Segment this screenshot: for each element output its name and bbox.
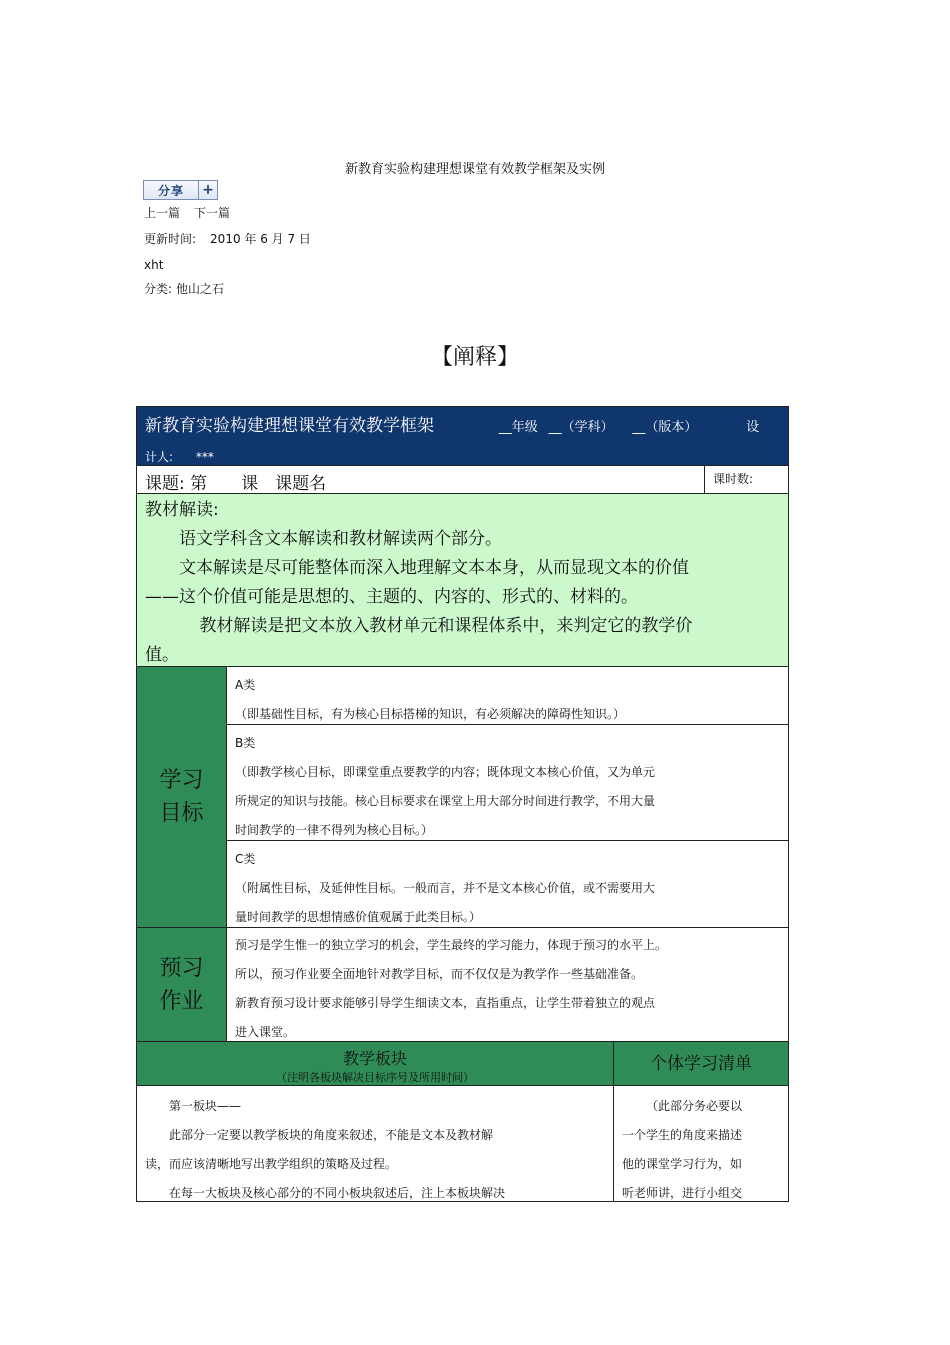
learning-goals-label xyxy=(137,667,227,928)
next-article-link[interactable]: 下一篇 xyxy=(194,206,231,220)
teaching-board-body xyxy=(137,1086,614,1201)
preview-homework-label xyxy=(137,928,227,1042)
board-subtitle: （注明各板块解决目标序号及所用时间） xyxy=(276,1071,474,1084)
textbook-interpretation xyxy=(137,494,788,667)
category-value[interactable]: 他山之石 xyxy=(176,282,225,296)
homework-line-3: 新教育预习设计要求能够引导学生细读文本，直指重点，让学生带着独立的观点 xyxy=(235,996,656,1010)
goal-c xyxy=(227,841,788,928)
goal-b-text-1: （即教学核心目标，即课堂重点要教学的内容；既体现文本核心价值，又为单元 xyxy=(235,765,656,779)
jiaocai-title: 教材解读: xyxy=(145,500,219,520)
homework-line-1: 预习是学生惟一的独立学习的机会，学生最终的学习能力，体现于预习的水平上。 xyxy=(235,938,668,952)
prev-article-link[interactable]: 上一篇 xyxy=(144,206,181,220)
plus-icon[interactable]: + xyxy=(198,181,217,199)
list-line-1: （此部分务必要以 xyxy=(646,1099,743,1113)
designer-label-b: 计人: xyxy=(145,450,174,464)
board-line-3: 读，而应该清晰地写出教学组织的策略及过程。 xyxy=(145,1157,398,1171)
jiaocai-paragraph-2: 文本解读是尽可能整体而深入地理解文本本身，从而显现文本的价值——这个价值可能是思想的、主题的、内容的、形式的、材料的。 xyxy=(145,558,689,607)
topic-label: 课题: 第 课 课题名 xyxy=(145,474,327,494)
topic-row xyxy=(137,465,788,494)
edition-field: __（版本） xyxy=(632,420,698,435)
category-label: 分类: xyxy=(144,282,173,296)
homework-label-line-2: 作业 xyxy=(159,988,204,1014)
goals-label-line-2: 目标 xyxy=(159,801,204,826)
board-line-4: 在每一大板块及核心部分的不同小板块叙述后，注上本板块解决 xyxy=(169,1186,506,1200)
goal-b-text-3: 时间教学的一律不得列为核心目标。） xyxy=(235,823,434,837)
goals-label-line-1: 学习 xyxy=(159,768,204,793)
homework-line-4: 进入课堂。 xyxy=(235,1025,296,1039)
list-line-3: 他的课堂学习行为，如 xyxy=(622,1157,743,1171)
class-hours-label: 课时数: xyxy=(704,466,788,493)
author: xht xyxy=(144,258,164,272)
goal-c-text-1: （附属性目标，及延伸性目标。一般而言，并不是文本核心价值，或不需要用大 xyxy=(235,881,656,895)
board-line-2: 此部分一定要以教学板块的角度来叙述，不能是文本及教材解 xyxy=(169,1128,494,1142)
goal-a xyxy=(227,667,788,725)
document-title: 新教育实验构建理想课堂有效教学框架及实例 xyxy=(344,162,605,177)
goal-a-title: A类 xyxy=(235,678,256,692)
update-time-label: 更新时间: xyxy=(144,232,197,246)
goal-b-title: B类 xyxy=(235,736,256,750)
share-button[interactable] xyxy=(143,180,218,200)
update-time-value: 2010 年 6 月 7 日 xyxy=(210,232,311,246)
goal-b xyxy=(227,725,788,841)
preview-homework-content xyxy=(227,928,788,1042)
goal-c-title: C类 xyxy=(235,852,256,866)
homework-line-2: 所以，预习作业要全面地针对教学目标，而不仅仅是为教学作一些基础准备。 xyxy=(235,967,644,981)
subject-field: __（学科） xyxy=(548,420,614,435)
jiaocai-paragraph-1: 语文学科含文本解读和教材解读两个部分。 xyxy=(179,529,502,549)
homework-label-line-1: 预习 xyxy=(159,955,204,981)
category xyxy=(144,280,238,297)
section-title: 【阐释】 xyxy=(430,345,519,370)
list-line-2: 一个学生的角度来描述 xyxy=(622,1128,743,1142)
framework-title: 新教育实验构建理想课堂有效教学框架 xyxy=(145,416,434,436)
goal-b-text-2: 所规定的知识与技能。核心目标要求在课堂上用大部分时间进行教学，不用大量 xyxy=(235,794,656,808)
grade-field: __年级 xyxy=(498,420,538,435)
jiaocai-paragraph-3: 教材解读是把文本放入教材单元和课程体系中，来判定它的教学价值。 xyxy=(145,616,693,665)
board-line-1: 第一板块—— xyxy=(169,1099,242,1113)
table-header xyxy=(137,407,788,465)
share-label: 分享 xyxy=(157,183,184,198)
goal-c-text-2: 量时间教学的思想情感价值观属于此类目标。） xyxy=(235,910,482,924)
goal-a-text: （即基础性目标，有为核心目标搭梯的知识，有必须解决的障碍性知识。） xyxy=(235,707,626,721)
lesson-frame-table xyxy=(136,406,789,1202)
individual-list-body xyxy=(614,1086,788,1201)
designer-value: *** xyxy=(195,450,214,464)
article-nav xyxy=(144,204,244,221)
designer-label-a: 设 xyxy=(746,420,760,435)
teaching-board-header xyxy=(137,1042,614,1086)
individual-list-header: 个体学习清单 xyxy=(614,1042,788,1086)
list-line-4: 听老师讲，进行小组交 xyxy=(622,1186,743,1200)
update-time xyxy=(144,230,325,247)
board-title: 教学板块 xyxy=(342,1049,407,1068)
